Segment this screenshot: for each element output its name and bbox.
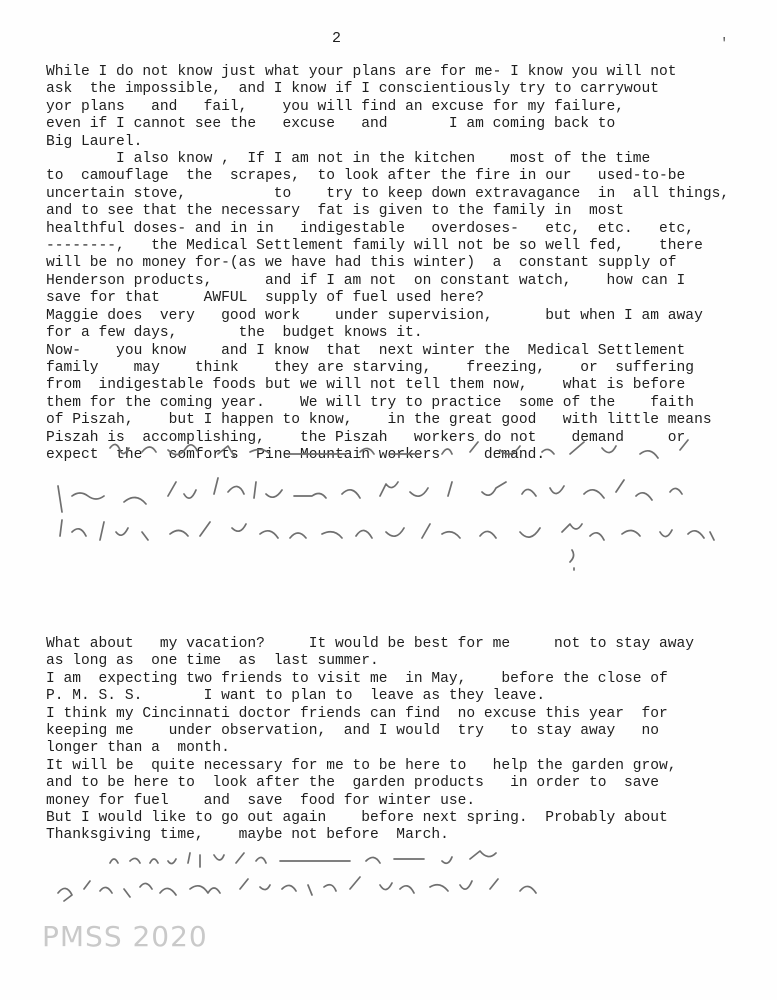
text-line: I am expecting two friends to visit me in May, before the close of — [46, 670, 668, 687]
text-line: Maggie does very good work under supervision, but when I am away — [46, 307, 703, 324]
text-line: I also know , If I am not in the kitchen most of the time — [46, 151, 651, 168]
corner-mark: ' — [720, 36, 729, 52]
text-line: healthful doses- and in in indigestable overdoses- etc, etc. etc, — [46, 220, 695, 237]
letter-paragraph-2 — [46, 636, 694, 845]
text-line: and to see that the necessary fat is given to the family in most — [46, 203, 625, 220]
letter-paragraph-1 — [46, 64, 729, 464]
text-line: from indigestable foods but we will not tell them now, what is before — [46, 377, 686, 394]
text-line: ask the impossible, and I know if I conscientiously try to carrywout — [46, 81, 660, 98]
text-line: and to be here to look after the garden products in order to save — [46, 775, 660, 792]
text-line: will be no money for-(as we have had this winter) a constant supply of — [46, 255, 677, 272]
text-line: expect the comforts Pine Mountain workers demand. — [46, 446, 546, 463]
text-line: longer than a month. — [46, 740, 230, 757]
text-line: uncertain stove, to try to keep down extravagance in all things, — [46, 185, 730, 202]
text-line: While I do not know just what your plans are for me- I know you will not — [46, 64, 677, 80]
page-number: 2 — [332, 30, 342, 47]
text-line: It will be quite necessary for me to be here to help the garden grow, — [46, 757, 677, 774]
text-line: keeping me under observation, and I would try to stay away no — [46, 723, 660, 740]
watermark: PMSS 2020 — [42, 920, 208, 953]
text-line: I think my Cincinnati doctor friends can find no excuse this year for — [46, 705, 668, 722]
text-line: But I would like to go out again before next spring. Probably about — [46, 810, 668, 827]
shorthand-annotation-1 — [50, 436, 750, 571]
text-line: Piszah is accomplishing, the Piszah workers do not demand or — [46, 429, 686, 446]
text-line: money for fuel and save food for winter use. — [46, 792, 476, 809]
text-line: save for that AWFUL supply of fuel used here? — [46, 290, 484, 307]
text-line: yor plans and fail, you will find an excuse for my failure, — [46, 98, 625, 115]
text-line: to camouflage the scrapes, to look after the fire in our used-to-be — [46, 168, 686, 185]
text-line: P. M. S. S. I want to plan to leave as they leave. — [46, 688, 546, 705]
text-line: family may think they are starving, freezing, or suffering — [46, 359, 695, 376]
text-line: Big Laurel. — [46, 133, 143, 150]
text-line: as long as one time as last summer. — [46, 653, 379, 670]
text-line: What about my vacation? It would be best for me not to stay away — [46, 636, 695, 652]
text-line: Thanksgiving time, maybe not before March. — [46, 827, 449, 844]
shorthand-annotation-2 — [50, 845, 750, 905]
text-line: them for the coming year. We will try to practice some of the faith — [46, 394, 695, 411]
text-line: Henderson products, and if I am not on constant watch, how can I — [46, 272, 686, 289]
text-line: for a few days, the budget knows it. — [46, 325, 423, 342]
text-line: even if I cannot see the excuse and I am coming back to — [46, 116, 616, 133]
text-line: Now- you know and I know that next winter the Medical Settlement — [46, 342, 686, 359]
text-line: --------, the Medical Settlement family will not be so well fed, there — [46, 238, 703, 255]
text-line: of Piszah, but I happen to know, in the great good with little means — [46, 412, 712, 429]
